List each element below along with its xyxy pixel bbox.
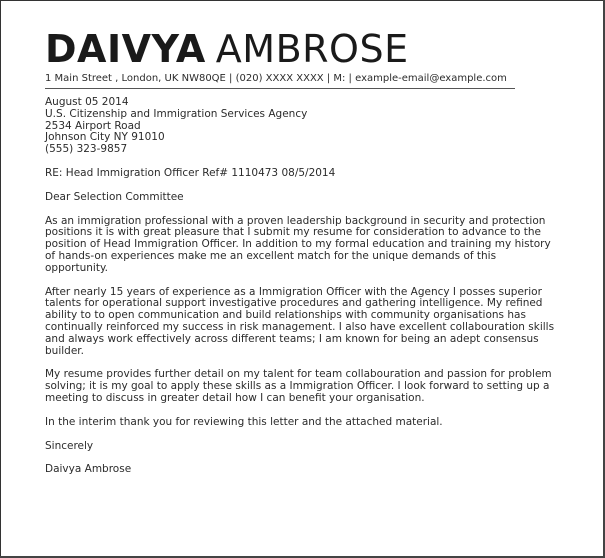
last-name: AMBROSE: [215, 27, 409, 71]
recipient-address: [45, 97, 565, 156]
body-paragraph-3: My resume provides further detail on my talent for team collabouration and passion for problem solving; it is my goal to apply these skills as a Immigration Officer. I look forward to setting up a meeting to discuss in greater detail how I can benefit your organisation.: [45, 368, 552, 404]
body-paragraph-1: As an immigration professional with a proven leadership background in security and protection positions it is with great pleasure that I submit my resume for consideration to advance to the position of Head Immigration Officer. In addition to my formal education and training my history of hands-on experiences make me an excellent match for the unique demands of this opportunity.: [45, 214, 551, 274]
subject-line: RE: Head Immigration Officer Ref# 1110473 08/5/2014: [45, 166, 336, 179]
recipient-org: U.S. Citizenship and Immigration Services Agency: [45, 107, 308, 120]
first-name: DAIVYA: [45, 27, 206, 71]
letter-date: August 05 2014: [45, 96, 129, 108]
body-paragraph-2: After nearly 15 years of experience as a Immigration Officer with the Agency I posses superior talents for operational support investigative procedures and gathering intelligence. My refined ability to to open communication and build relationships with community organisations has continually reinforced my success in risk management. I also have excellent collabouration skills and always work effectively across different teams; I am known for being an adept consensus builder.: [45, 285, 555, 357]
recipient-city: Johnson City NY 91010: [45, 131, 165, 144]
salutation: Dear Selection Committee: [45, 190, 184, 203]
recipient-street: 2534 Airport Road: [45, 119, 141, 132]
cover-letter: [45, 27, 565, 476]
signature: Daivya Ambrose: [45, 463, 132, 476]
closing: Sincerely: [45, 439, 94, 452]
applicant-name: [45, 27, 565, 71]
recipient-phone: (555) 323-9857: [45, 143, 128, 156]
body-paragraph-4: In the interim thank you for reviewing this letter and the attached material.: [45, 415, 443, 428]
contact-line: 1 Main Street , London, UK NW80QE | (020) XXXX XXXX | M: | example-email@example.com: [45, 72, 515, 89]
